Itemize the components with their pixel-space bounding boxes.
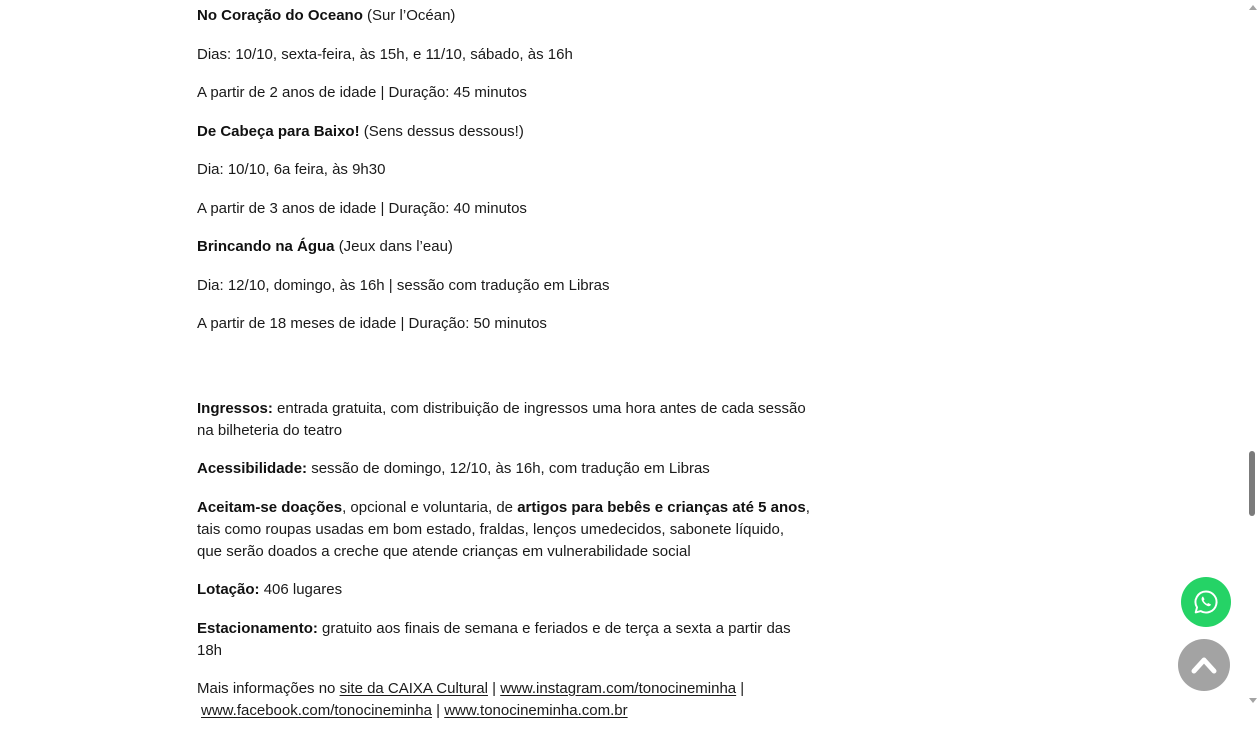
scroll-down-arrow-icon[interactable] (1249, 698, 1257, 703)
show-title-line (197, 236, 812, 258)
article-content (197, 5, 812, 739)
chevron-up-icon (1191, 655, 1217, 675)
donations-info (197, 497, 812, 563)
donations-label: Aceitam-se doações (197, 498, 343, 516)
accessibility-label: Acessibilidade: (197, 460, 308, 477)
donations-text-rest: , tais como roupas usadas em bom estado, fraldas, lenços umedecidos, sabonete líquido, que serão doados a creche que atende crianças em vulnerabilidade social (197, 498, 810, 560)
show-original-title: (Sur l’Océan) (367, 7, 456, 24)
page-scrollbar[interactable] (1247, 0, 1259, 708)
show-age-duration: A partir de 2 anos de idade | Duração: 45 minutos (197, 84, 527, 101)
parking-text: gratuito aos finais de semana e feriados e de terça a sexta a partir das 18h (197, 619, 791, 659)
tickets-info (197, 398, 812, 442)
donations-text: , opcional e voluntaria, de (342, 498, 518, 516)
show-original-title: (Sens dessus dessous!) (363, 122, 524, 140)
donations-items-label: artigos para bebês e crianças até 5 anos (517, 498, 806, 516)
show-title-line (197, 5, 812, 27)
facebook-link[interactable]: www.facebook.com/tonocineminha (201, 702, 432, 719)
capacity-label: Lotação: (197, 581, 260, 598)
parking-label: Estacionamento: (197, 619, 318, 637)
scrollbar-thumb[interactable] (1249, 451, 1255, 516)
tickets-text: entrada gratuita, com distribuição de ingressos uma hora antes de cada sessão na bilheteria do teatro (197, 399, 806, 439)
show-title-line (197, 121, 812, 143)
accessibility-info (197, 458, 812, 480)
instagram-link[interactable]: www.instagram.com/tonocineminha (500, 680, 737, 697)
show-title: No Coração do Oceano (197, 7, 363, 24)
link-separator: | (487, 680, 501, 697)
capacity-text: 406 lugares (263, 581, 343, 598)
paragraph-spacer (197, 352, 812, 374)
whatsapp-button[interactable] (1181, 577, 1231, 627)
show-schedule: Dias: 10/10, sexta-feira, às 15h, e 11/10, sábado, às 16h (197, 45, 573, 63)
more-info (197, 678, 812, 722)
show-age-duration: A partir de 18 meses de idade | Duração: 50 minutos (197, 315, 547, 332)
tickets-label: Ingressos: (197, 399, 273, 417)
show-age-duration: A partir de 3 anos de idade | Duração: 40 minutos (197, 199, 527, 217)
link-separator: | (736, 680, 745, 697)
caixa-cultural-link[interactable]: site da CAIXA Cultural (339, 680, 488, 697)
show-original-title: (Jeux dans l’eau) (338, 238, 453, 255)
show-title: De Cabeça para Baixo! (197, 122, 360, 140)
parking-info (197, 618, 812, 662)
link-separator: | (431, 702, 445, 719)
accessibility-text: sessão de domingo, 12/10, às 16h, com tradução em Libras (311, 460, 710, 477)
show-title: Brincando na Água (197, 238, 335, 255)
whatsapp-icon (1193, 589, 1219, 615)
show-schedule: Dia: 10/10, 6a feira, às 9h30 (197, 161, 386, 178)
scroll-to-top-button[interactable] (1178, 639, 1230, 691)
website-link[interactable]: www.tonocineminha.com.br (444, 702, 628, 719)
more-info-prefix: Mais informações no (197, 680, 340, 697)
show-schedule: Dia: 12/10, domingo, às 16h | sessão com tradução em Libras (197, 276, 610, 294)
capacity-info (197, 579, 812, 601)
scroll-up-arrow-icon[interactable] (1249, 5, 1257, 10)
